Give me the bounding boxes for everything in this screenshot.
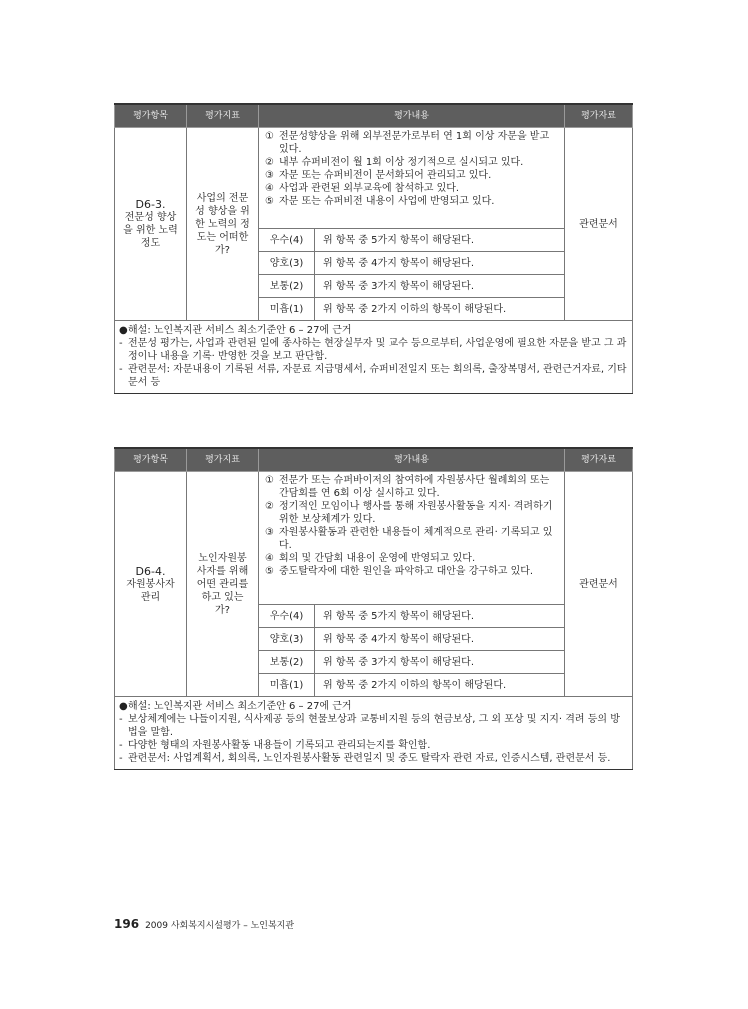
criteria-item: ③ 자원봉사활동과 관련한 내용들이 체계적으로 관리· 기록되고 있다.	[265, 527, 553, 551]
header-material: 평가자료	[565, 104, 633, 128]
item-cell	[115, 128, 187, 321]
criteria-item: ① 전문가 또는 슈퍼바이저의 참여하에 자원봉사단 월례회의 또는 간담회를 연 6회 이상 실시하고 있다.	[265, 475, 550, 499]
page-footer	[114, 917, 294, 931]
notes-cell	[115, 697, 633, 770]
grade-desc: 위 항목 중 5가지 항목이 해당된다.	[315, 605, 565, 628]
indicator-cell	[187, 472, 259, 697]
item-title: 자원봉사자 관리	[126, 578, 175, 603]
grade-desc: 위 항목 중 3가지 항목이 해당된다.	[315, 275, 565, 298]
header-content: 평가내용	[259, 448, 565, 472]
material-cell: 관련문서	[565, 128, 633, 321]
notes-cell	[115, 321, 633, 394]
grade-label: 보통(2)	[259, 275, 315, 298]
criteria-item: ③ 자문 또는 슈퍼비전이 문서화되어 관리되고 있다.	[265, 170, 492, 181]
note-line: - 보상체계에는 나들이지원, 식사제공 등의 현물보상과 교통비지원 등의 현금보상, 그 외 포상 및 지지· 격려 등의 방법을 말함.	[119, 714, 620, 738]
criteria-item: ⑤ 자문 또는 슈퍼비전 내용이 사업에 반영되고 있다.	[265, 196, 495, 207]
criteria-item: ⑤ 중도탈락자에 대한 원인을 파악하고 대안을 강구하고 있다.	[265, 566, 534, 577]
grade-desc: 위 항목 중 4가지 항목이 해당된다.	[315, 252, 565, 275]
grade-label: 양호(3)	[259, 628, 315, 651]
note-line: ● 해설: 노인복지관 서비스 최소기준안 6 – 27에 근거	[119, 325, 352, 336]
criteria-item: ② 정기적인 모임이나 행사를 통해 자원봉사활동을 지지· 격려하기 위한 보상체계가 있다.	[265, 501, 553, 525]
header-item: 평가항목	[115, 104, 187, 128]
header-indicator: 평가지표	[187, 448, 259, 472]
grade-desc: 위 항목 중 3가지 항목이 해당된다.	[315, 651, 565, 674]
grade-label: 미흡(1)	[259, 298, 315, 321]
note-line: - 관련문서: 사업계획서, 회의록, 노인자원봉사활동 관련일지 및 중도 탈락자 관련 자료, 인증시스템, 관련문서 등.	[119, 753, 611, 764]
grade-desc: 위 항목 중 4가지 항목이 해당된다.	[315, 628, 565, 651]
criteria-list	[259, 472, 565, 605]
note-line: - 전문성 평가는, 사업과 관련된 일에 종사하는 현장실무자 및 교수 등으로부터, 사업운영에 필요한 자문을 받고 그 과정이나 내용을 기록· 반영한 것을 보고 판단함.	[119, 338, 627, 362]
header-material: 평가자료	[565, 448, 633, 472]
grade-desc: 위 항목 중 2가지 이하의 항목이 해당된다.	[315, 674, 565, 697]
note-line: - 다양한 형태의 자원봉사활동 내용들이 기록되고 관리되는지를 확인함.	[119, 740, 431, 751]
item-cell	[115, 472, 187, 697]
page-number: 196	[114, 917, 140, 931]
grade-label: 미흡(1)	[259, 674, 315, 697]
header-item: 평가항목	[115, 448, 187, 472]
criteria-item: ② 내부 슈퍼비전이 월 1회 이상 정기적으로 실시되고 있다.	[265, 157, 524, 168]
indicator-cell	[187, 128, 259, 321]
indicator-text: 사업의 전문성 향상을 위한 노력의 정도는 어떠한가?	[195, 192, 250, 256]
note-line: - 관련문서: 자문내용이 기록된 서류, 자문료 지급명세서, 슈퍼비전일지 또는 회의록, 출장복명서, 관련근거자료, 기타 문서 등	[119, 364, 627, 388]
material-cell: 관련문서	[565, 472, 633, 697]
criteria-list	[259, 128, 565, 229]
item-code: D6-4.	[135, 564, 166, 578]
grade-desc: 위 항목 중 2가지 이하의 항목이 해당된다.	[315, 298, 565, 321]
item-code: D6-3.	[135, 198, 166, 211]
grade-label: 양호(3)	[259, 252, 315, 275]
item-title: 전문성 향상을 위한 노력정도	[123, 212, 178, 249]
grade-label: 우수(4)	[259, 605, 315, 628]
indicator-text: 노인자원봉사자를 위해 어떤 관리를 하고 있는가?	[196, 552, 249, 616]
note-line: ● 해설: 노인복지관 서비스 최소기준안 6 – 27에 근거	[119, 701, 352, 712]
footer-title: 2009 사회복지시설평가 – 노인복지관	[145, 921, 295, 931]
criteria-item: ④ 회의 및 간담회 내용이 운영에 반영되고 있다.	[265, 553, 476, 564]
grade-label: 우수(4)	[259, 229, 315, 252]
criteria-item: ④ 사업과 관련된 외부교육에 참석하고 있다.	[265, 183, 460, 194]
header-indicator: 평가지표	[187, 104, 259, 128]
evaluation-table-d6-4	[114, 447, 633, 770]
header-content: 평가내용	[259, 104, 565, 128]
grade-desc: 위 항목 중 5가지 항목이 해당된다.	[315, 229, 565, 252]
criteria-item: ① 전문성향상을 위해 외부전문가로부터 연 1회 이상 자문을 받고 있다.	[265, 131, 550, 155]
grade-label: 보통(2)	[259, 651, 315, 674]
evaluation-table-d6-3	[114, 103, 633, 394]
